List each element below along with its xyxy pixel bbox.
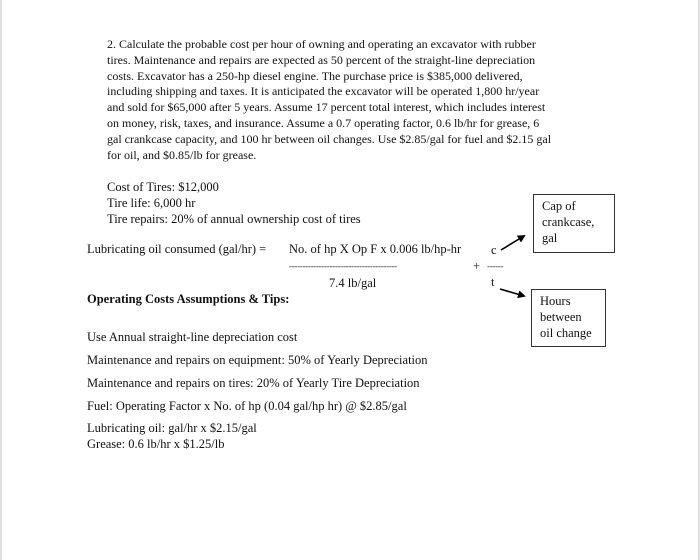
assumption-item: Maintenance and repairs on tires: 20% of Yearly Tire Depreciation <box>87 376 420 390</box>
cap-crankcase-note <box>533 194 615 253</box>
assumption-item: Fuel: Operating Factor x No. of hp (0.04 gal/hp hr) @ $2.85/gal <box>87 399 407 413</box>
formula-fraction-bar: ---------------------------------------- <box>289 261 397 271</box>
formula-t: t <box>491 275 495 289</box>
formula-numerator: No. of hp X Op F x 0.006 lb/hp-hr <box>289 242 462 256</box>
problem-line: costs. Excavator has a 250-hp diesel engine. The purchase price is $385,000 delivered, <box>107 68 523 83</box>
cap-note-line: gal <box>542 231 558 245</box>
problem-line: and sold for $65,000 after 5 years. Assume 17 percent total interest, which includes interest <box>107 100 546 115</box>
problem-line: tires. Maintenance and repairs are expected as 50 percent of the straight-line depreciation <box>107 52 536 67</box>
arrow-to-hours-note <box>500 289 524 296</box>
problem-line: 2. Calculate the probable cost per hour of owning and operating an excavator with rubber <box>107 37 536 51</box>
hours-note-line: oil change <box>540 326 592 340</box>
cap-note-line: crankcase, <box>542 215 595 229</box>
formula-denominator: 7.4 lb/gal <box>329 276 377 290</box>
assumption-item: Maintenance and repairs on equipment: 50% of Yearly Depreciation <box>87 353 428 367</box>
assumptions-heading: Operating Costs Assumptions & Tips: <box>87 292 290 306</box>
assumption-item: Grease: 0.6 lb/hr x $1.25/lb <box>87 437 225 451</box>
tire-repairs: Tire repairs: 20% of annual ownership cost of tires <box>107 212 361 226</box>
assumption-item: Use Annual straight-line depreciation cost <box>87 330 298 344</box>
problem-line: including shipping and taxes. It is anticipated the excavator will be operated 1,800 hr/year <box>107 84 540 99</box>
problem-line: on money, risk, taxes, and insurance. Assume a 0.7 operating factor, 0.6 lb/hr for grease, 6 <box>107 115 540 130</box>
formula-fraction-bar-2: ------ <box>487 261 504 271</box>
oil-change-note <box>531 289 606 347</box>
cap-note-line: Cap of <box>542 199 576 213</box>
tire-life: Tire life: 6,000 hr <box>107 196 196 210</box>
tire-cost: Cost of Tires: $12,000 <box>107 180 219 194</box>
formula-c: c <box>491 243 497 257</box>
arrow-to-cap-note <box>501 236 524 250</box>
formula-plus: + <box>473 259 481 273</box>
hours-note-line: between <box>540 310 582 324</box>
formula-label: Lubricating oil consumed (gal/hr) = <box>87 242 267 256</box>
problem-line: gal crankcase capacity, and 100 hr between oil changes. Use $2.85/gal for fuel and $2.15 gal <box>107 131 552 146</box>
assumption-item: Lubricating oil: gal/hr x $2.15/gal <box>87 421 257 435</box>
hours-note-line: Hours <box>540 294 571 308</box>
problem-line: for oil, and $0.85/lb for grease. <box>107 147 257 162</box>
